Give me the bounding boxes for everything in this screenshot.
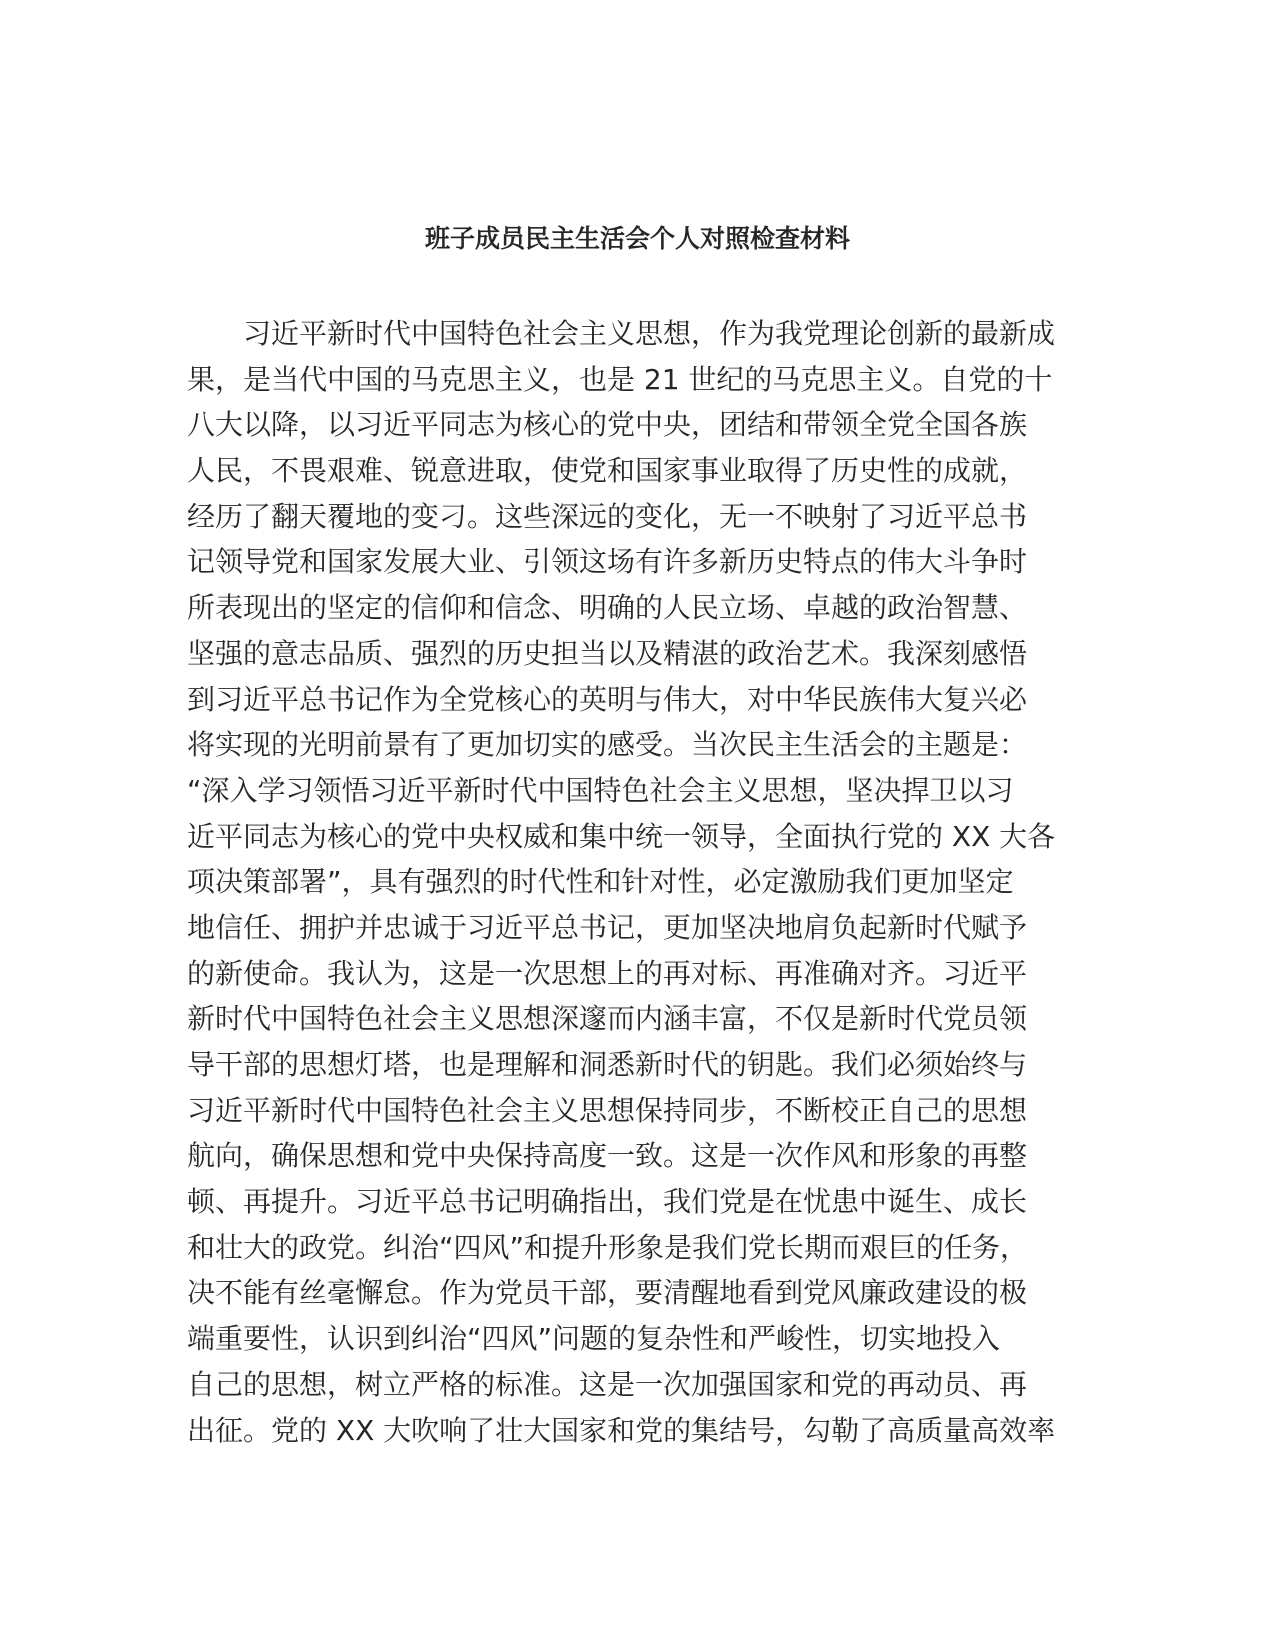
text-line: 八大以降，以习近平同志为核心的党中央，团结和带领全党全国各族 <box>187 408 1028 442</box>
text-line: 记领导党和国家发展大业、引领这场有许多新历史特点的伟大斗争时 <box>187 545 1028 579</box>
text-line: 出征。党的 XX 大吹响了壮大国家和党的集结号，勾勒了高质量高效率 <box>187 1413 1056 1447</box>
text-line: 端重要性，认识到纠治“四风”问题的复杂性和严峻性，切实地投入 <box>187 1322 1001 1356</box>
text-line: 航向，确保思想和党中央保持高度一致。这是一次作风和形象的再整 <box>187 1139 1028 1173</box>
text-line: 和壮大的政党。纠治“四风”和提升形象是我们党长期而艰巨的任务， <box>187 1230 1029 1264</box>
text-line: “深入学习领悟习近平新时代中国特色社会主义思想，坚决捍卫以习 <box>187 773 1014 807</box>
text-line: 习近平新时代中国特色社会主义思想，作为我党理论创新的最新成 <box>187 317 1056 350</box>
document-title: 班子成员民主生活会个人对照检查材料 <box>424 224 850 253</box>
text-line: 近平同志为核心的党中央权威和集中统一领导，全面执行党的 XX 大各 <box>187 819 1056 853</box>
text-line: 导干部的思想灯塔，也是理解和洞悉新时代的钥匙。我们必须始终与 <box>187 1048 1028 1081</box>
text-line: 果，是当代中国的马克思主义，也是 21 世纪的马克思主义。自党的十 <box>187 362 1053 396</box>
text-line: 新时代中国特色社会主义思想深邃而内涵丰富，不仅是新时代党员领 <box>187 1002 1028 1036</box>
text-line: 所表现出的坚定的信仰和信念、明确的人民立场、卓越的政治智慧、 <box>187 591 1028 625</box>
text-line: 顿、再提升。习近平总书记明确指出，我们党是在忧患中诞生、成长 <box>187 1185 1028 1219</box>
text-line: 经历了翻天覆地的变刁。这些深远的变化，无一不映射了习近平总书 <box>187 499 1028 533</box>
text-line: 项决策部署”，具有强烈的时代性和针对性，必定激励我们更加坚定 <box>187 865 1014 899</box>
body-paragraph <box>187 311 1087 1453</box>
text-line: 坚强的意志品质、强烈的历史担当以及精湛的政治艺术。我深刻感悟 <box>187 636 1028 670</box>
text-line: 的新使命。我认为，这是一次思想上的再对标、再准确对齐。习近平 <box>187 956 1028 990</box>
text-line: 自己的思想，树立严格的标准。这是一次加强国家和党的再动员、再 <box>187 1367 1028 1401</box>
text-line: 将实现的光明前景有了更加切实的感受。当次民主生活会的主题是： <box>187 728 1028 762</box>
text-line: 决不能有丝毫懈怠。作为党员干部，要清醒地看到党风廉政建设的极 <box>187 1276 1028 1310</box>
text-line: 到习近平总书记作为全党核心的英明与伟大，对中华民族伟大复兴必 <box>187 682 1028 716</box>
text-line: 人民，不畏艰难、锐意进取，使党和国家事业取得了历史性的成就， <box>187 454 1028 488</box>
text-line: 地信任、拥护并忠诚于习近平总书记，更加坚决地肩负起新时代赋予 <box>187 910 1028 944</box>
text-line: 习近平新时代中国特色社会主义思想保持同步，不断校正自己的思想 <box>187 1093 1028 1127</box>
